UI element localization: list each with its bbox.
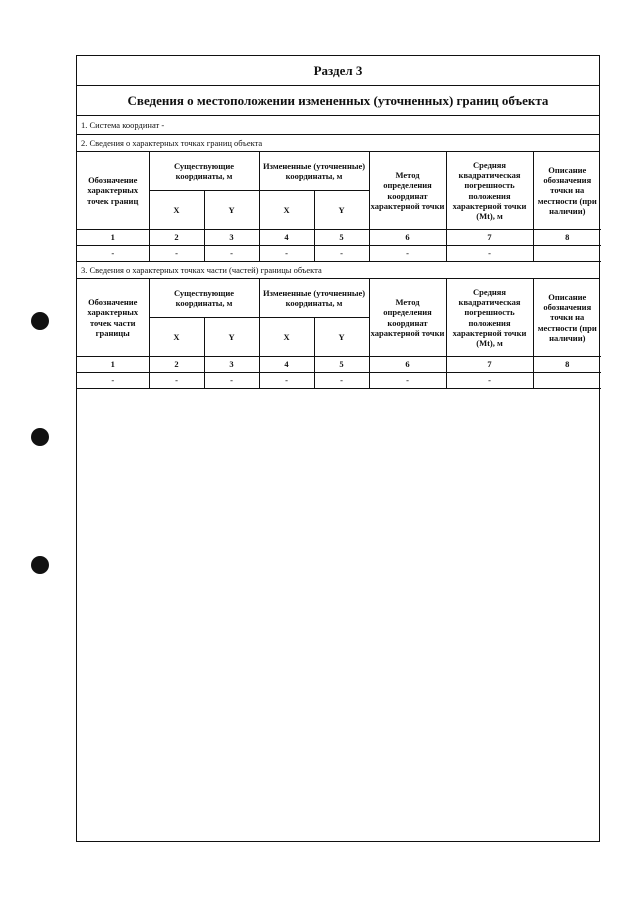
table-cell: -: [149, 373, 204, 389]
col-existing-coords: Существующие координаты, м: [149, 279, 259, 318]
table-cell: -: [204, 373, 259, 389]
column-number: 1: [77, 230, 149, 246]
column-number: 8: [533, 230, 601, 246]
col-changed-x: X: [259, 191, 314, 230]
col-error: Средняя квадратическая погрешность положения характерной точки (Mt), м: [446, 279, 533, 357]
table-cell: -: [77, 246, 149, 262]
table-cell: -: [77, 373, 149, 389]
punch-hole-bottom: [31, 556, 49, 574]
table-cell: -: [369, 246, 446, 262]
column-number: 3: [204, 357, 259, 373]
column-number: 8: [533, 357, 601, 373]
table-cell: [533, 373, 601, 389]
column-number: 6: [369, 357, 446, 373]
column-number: 5: [314, 230, 369, 246]
table-cell: -: [446, 246, 533, 262]
table-cell: -: [149, 246, 204, 262]
table-cell: -: [369, 373, 446, 389]
table-cell: -: [204, 246, 259, 262]
document-frame: [76, 55, 600, 842]
table-row: [77, 373, 601, 389]
column-number: 7: [446, 230, 533, 246]
column-number: 1: [77, 357, 149, 373]
col-changed-x: X: [259, 318, 314, 357]
table-row-numbers: [77, 230, 601, 246]
table-row-numbers: [77, 357, 601, 373]
column-number: 4: [259, 230, 314, 246]
col-changed-y: Y: [314, 191, 369, 230]
coord-system-line: 1. Система координат -: [77, 116, 599, 135]
part-boundary-points-table: [77, 279, 601, 389]
column-number: 4: [259, 357, 314, 373]
col-existing-x: X: [149, 318, 204, 357]
col-existing-y: Y: [204, 318, 259, 357]
table-row: [77, 246, 601, 262]
table-cell: -: [259, 373, 314, 389]
column-number: 5: [314, 357, 369, 373]
col-existing-coords: Существующие координаты, м: [149, 152, 259, 191]
col-existing-x: X: [149, 191, 204, 230]
column-number: 3: [204, 230, 259, 246]
col-method: Метод определения координат характерной точки: [369, 152, 446, 230]
punch-hole-top: [31, 312, 49, 330]
table1-heading: 2. Сведения о характерных точках границ объекта: [77, 135, 599, 152]
column-number: 7: [446, 357, 533, 373]
table-cell: -: [446, 373, 533, 389]
col-description: Описание обозначения точки на местности (при наличии): [533, 152, 601, 230]
table2-heading: 3. Сведения о характерных точках части (частей) границы объекта: [77, 262, 599, 279]
section-subtitle: Сведения о местоположении измененных (уточненных) границ объекта: [77, 86, 599, 116]
col-designation: Обозначение характерных точек границ: [77, 152, 149, 230]
table-cell: [533, 246, 601, 262]
table-cell: -: [259, 246, 314, 262]
column-number: 2: [149, 357, 204, 373]
col-changed-y: Y: [314, 318, 369, 357]
col-changed-coords: Измененные (уточненные) координаты, м: [259, 152, 369, 191]
col-error: Средняя квадратическая погрешность положения характерной точки (Mt), м: [446, 152, 533, 230]
boundary-points-table: [77, 152, 601, 262]
col-method: Метод определения координат характерной точки: [369, 279, 446, 357]
punch-hole-middle: [31, 428, 49, 446]
col-changed-coords: Измененные (уточненные) координаты, м: [259, 279, 369, 318]
section-title: Раздел 3: [77, 56, 599, 86]
column-number: 6: [369, 230, 446, 246]
table-cell: -: [314, 373, 369, 389]
table-cell: -: [314, 246, 369, 262]
col-description: Описание обозначения точки на местности (при наличии): [533, 279, 601, 357]
col-designation: Обозначение характерных точек части границы: [77, 279, 149, 357]
column-number: 2: [149, 230, 204, 246]
col-existing-y: Y: [204, 191, 259, 230]
